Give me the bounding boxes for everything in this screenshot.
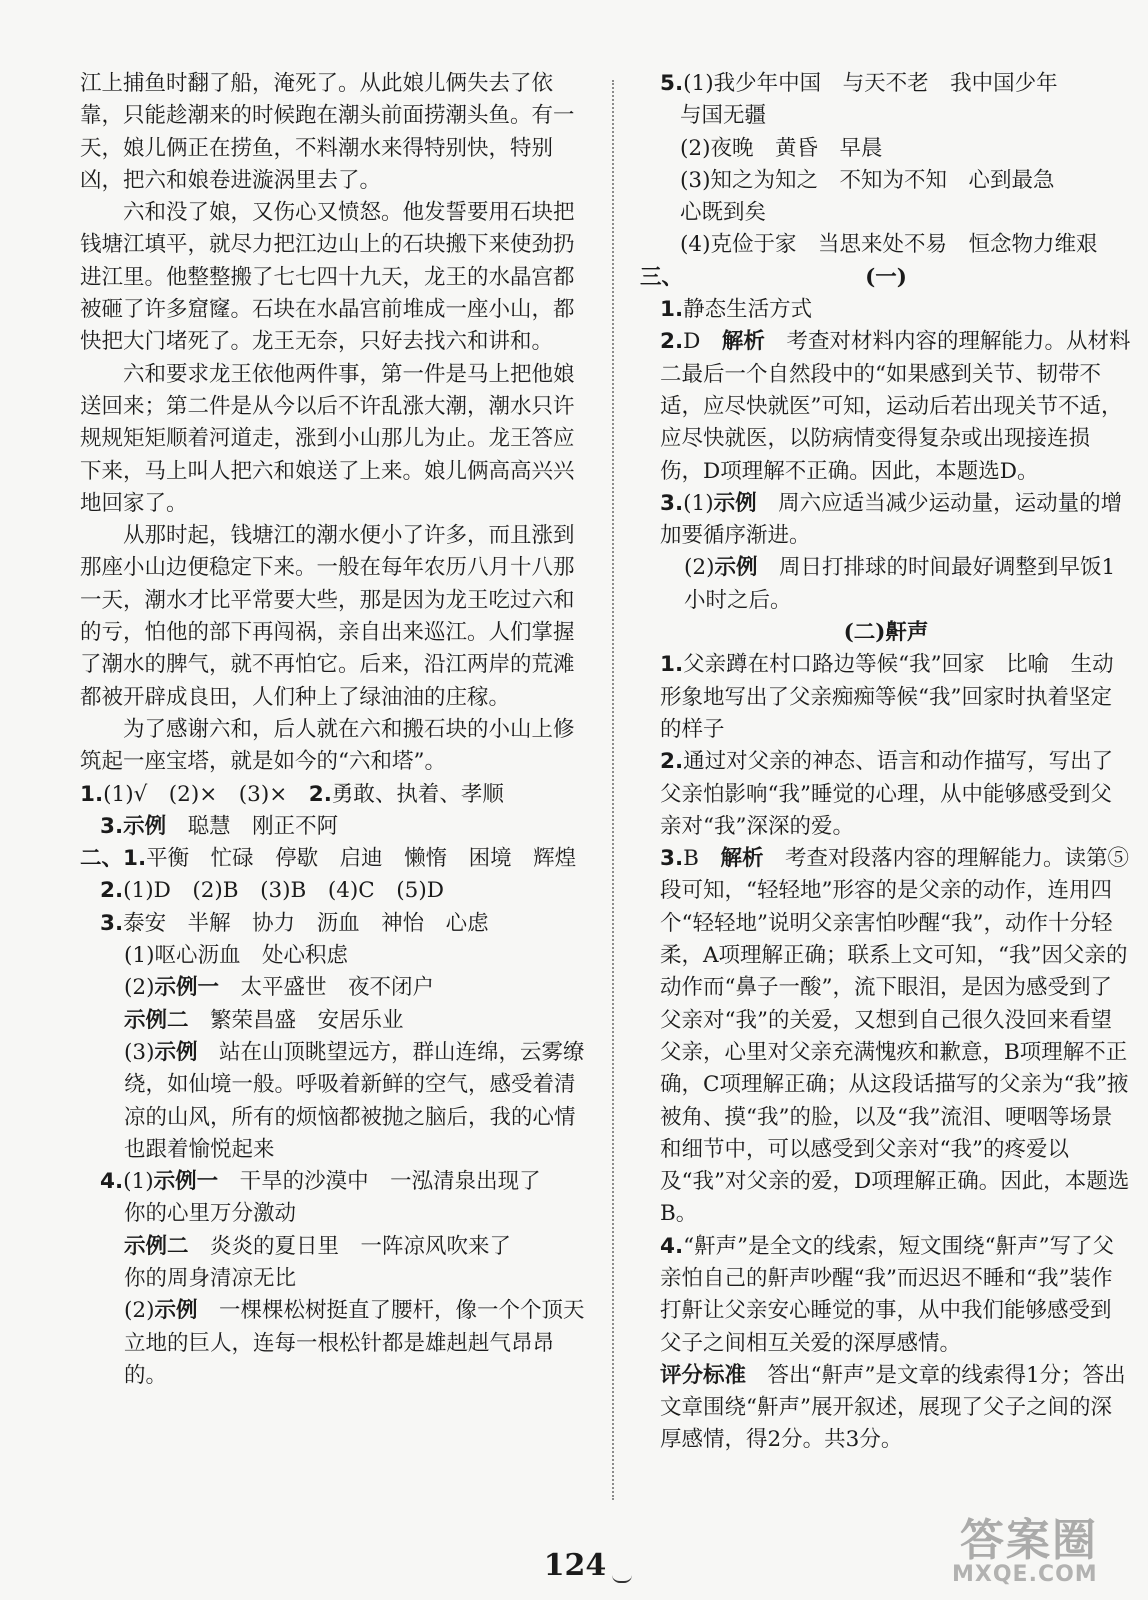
- story-paragraph: 从那时起，钱塘江的潮水便小了许多，而且涨到那座小山边便稳定下来。一般在每年农历八月十八那一天，潮水才比平常要大些，那是因为龙王吃过六和的亏，怕他的部下再闯祸，亲自出来巡江。人们掌握了潮水的脾气，就不再怕它。后来，沿江两岸的荒滩都被开辟成良田，人们种上了绿油油的庄稼。: [80, 523, 575, 710]
- section-heading-row: [640, 262, 1132, 294]
- answer-text: 站在山顶眺望远方，群山连绵，云雾缭绕，如仙境一般。呼吸着新鲜的空气，感受着清凉的山风，所有的烦恼都被抛之脑后，我的心情也跟着愉悦起来: [124, 1039, 585, 1162]
- question-number: 2.: [660, 329, 684, 355]
- answer-line: [80, 779, 588, 811]
- question-number: 1.: [80, 781, 104, 807]
- answer-line: 与国无疆: [680, 103, 767, 129]
- example-label: 示例一: [154, 975, 219, 1001]
- watermark-logo: [950, 1500, 1130, 1596]
- question-number: 3.: [100, 910, 124, 936]
- page-number-ornament: [612, 1575, 632, 1583]
- section-mark: 二、: [80, 846, 124, 872]
- grading-text: 答出“鼾声”是文章的线索得1分；答出文章围绕“鼾声”展开叙述，展现了父子之间的深厚感情，得2分。共3分。: [660, 1362, 1126, 1453]
- answer-text: “鼾声”是全文的线索，短文围绕“鼾声”写了父亲怕自己的鼾声吵醒“我”而迟迟不睡和“我”装作打鼾让父亲安心睡觉的事，从中我们能够感受到父子之间相互关爱的深厚感情。: [660, 1233, 1115, 1356]
- question-number: 3.: [660, 490, 684, 516]
- left-column: [80, 68, 588, 1392]
- sub-number: (2): [124, 1298, 155, 1324]
- answer-line: (2)夜晚 黄昏 早晨: [680, 135, 883, 161]
- question-number: 2.: [100, 878, 124, 904]
- answer-line: (1)呕心沥血 处心积虑: [124, 943, 348, 969]
- answer-text: 勇敢、执着、孝顺: [331, 781, 504, 807]
- answer-line: [80, 1166, 588, 1198]
- answer-paragraph: [640, 746, 1132, 843]
- answer-paragraph: [80, 1037, 588, 1166]
- answer-text: 父亲蹲在村口路边等候“我”回家 比喻 生动形象地写出了父亲痴痴等候“我”回家时执着坚定的样子: [660, 652, 1114, 742]
- example-label: 示例: [713, 490, 757, 516]
- answer-line: (4)克俭于家 当思来处不易 恒念物力维艰: [680, 232, 1098, 258]
- story-paragraph: 江上捕鱼时翻了船，淹死了。从此娘儿俩失去了依靠，只能趁潮来的时候跑在潮头前面捞潮头鱼。有一天，娘儿俩正在捞鱼，不料潮水来得特别快，特别凶，把六和娘卷进漩涡里去了。: [80, 71, 575, 193]
- question-number: 3.: [100, 813, 124, 839]
- answer-line: [80, 908, 588, 940]
- grading-label: 评分标准: [660, 1362, 747, 1388]
- answer-text: 考查对材料内容的理解能力。从材料二最后一个自然段中的“如果感到关节、韧带不适，应尽快就医”可知，运动后若出现关节不适，应尽快就医，以防病情变得复杂或出现接连损伤，D项理解不正确。因此，本题选D。: [660, 329, 1131, 484]
- question-number: 2.: [660, 749, 684, 775]
- grading-paragraph: [640, 1360, 1132, 1457]
- sub-number: (2): [684, 555, 715, 581]
- answer-paragraph: [640, 843, 1132, 1231]
- answer-line: [80, 811, 588, 843]
- answer-text: 平衡 忙碌 停歇 启迪 懒惰 困境 辉煌: [146, 846, 577, 872]
- answer-paragraph: [640, 649, 1132, 746]
- sub-number: (3): [124, 1039, 155, 1065]
- question-number: 4.: [100, 1169, 124, 1195]
- section-title: (一): [865, 264, 907, 290]
- story-paragraph: 六和没了娘，又伤心又愤怒。他发誓要用石块把钱塘江填平，就尽力把江边山上的石块搬下来使劲扔进江里。他整整搬了七七四十九天，龙王的水晶宫都被砸了许多窟窿。石块在水晶宫前堆成一座小山，都快把大门堵死了。龙王无奈，只好去找六和讲和。: [80, 200, 575, 355]
- answer-text: (1)√ (2)× (3)×: [103, 781, 309, 807]
- page-number: 124: [543, 1548, 607, 1583]
- watermark-title: 答案圈: [960, 1515, 1098, 1566]
- answer-line: [80, 1005, 588, 1037]
- example-label: 示例: [154, 1039, 198, 1065]
- example-label: 示例: [123, 813, 167, 839]
- right-column: [640, 68, 1132, 1457]
- answer-line: [640, 294, 1132, 326]
- answer-paragraph: [640, 552, 1132, 617]
- question-number: 1.: [660, 652, 684, 678]
- sub-number: (1): [683, 490, 714, 516]
- answer-choice: B: [683, 846, 699, 872]
- answer-text: 考查对段落内容的理解能力。读第⑤段可知，“轻轻地”形容的是父亲的动作，连用四个“轻轻地”说明父亲害怕吵醒“我”，动作十分轻柔，A项理解正确；联系上文可知，“我”因父亲的动作而“鼻子一酸”，流下眼泪，是因为感受到了父亲对“我”的关爱，又想到自己很久没回来看望父亲，心里对父亲充满愧疚和歉意，B项理解不正确，C项理解正确；从这段话描写的父亲为“我”掖被角、摸“我”的脸，以及“我”流泪、哽咽等场景和细节中，可以感受到父亲对“我”的疼爱以及“我”对父亲的爱，D项理解正确。因此，本题选B。: [660, 846, 1130, 1227]
- answer-paragraph: [640, 488, 1132, 553]
- answer-text: 静态生活方式: [683, 297, 813, 323]
- example-label: 示例: [714, 555, 758, 581]
- answer-text: 繁荣昌盛 安居乐业: [188, 1007, 404, 1033]
- example-label: 示例: [154, 1298, 198, 1324]
- column-divider: [612, 80, 614, 1500]
- example-label: 示例一: [153, 1169, 219, 1195]
- answer-line: 心既到矣: [680, 200, 767, 226]
- answer-line: 你的心里万分激动: [124, 1201, 297, 1227]
- answer-text: (1)我少年中国 与天不老 我中国少年: [683, 71, 1058, 96]
- answer-text: 泰安 半解 协力 沥血 神怡 心虑: [123, 910, 489, 936]
- answer-paragraph: [640, 1231, 1132, 1360]
- answer-line: [80, 843, 588, 875]
- question-number: 4.: [660, 1233, 684, 1259]
- answer-line: 你的周身清凉无比: [124, 1265, 297, 1291]
- story-paragraph: 六和要求龙王依他两件事，第一件是马上把他娘送回来；第二件是从今以后不许乱涨大潮，潮水只许规规矩矩顺着河道走，涨到小山那儿为止。龙王答应下来，马上叫人把六和娘送了上来。娘儿俩高高兴兴地回家了。: [80, 361, 575, 516]
- answer-paragraph: [80, 1295, 588, 1392]
- answer-text: 通过对父亲的神态、语言和动作描写，写出了父亲怕影响“我”睡觉的心理，从中能够感受到父亲对“我”深深的爱。: [660, 749, 1114, 839]
- answer-line: (3)知之为知之 不知为不知 心到最急: [680, 167, 1055, 193]
- analysis-label: 解析: [720, 846, 764, 872]
- question-number: 1.: [123, 846, 147, 872]
- answer-line: [80, 1231, 588, 1263]
- answer-line: [80, 875, 588, 907]
- answer-text: 一棵棵松树挺直了腰杆，像一个个顶天立地的巨人，连每一根松针都是雄赳赳气昂昂的。: [124, 1298, 585, 1388]
- question-number: 5.: [660, 71, 684, 96]
- analysis-label: 解析: [721, 329, 765, 355]
- answer-line: [640, 68, 1132, 100]
- watermark-url: MXQE.COM: [952, 1562, 1098, 1587]
- answer-choice: D: [683, 329, 701, 355]
- sub-number: (2): [124, 975, 155, 1001]
- example-label: 示例二: [124, 1233, 189, 1259]
- answer-paragraph: [640, 326, 1132, 487]
- question-number: 3.: [660, 846, 684, 872]
- question-number: 2.: [308, 781, 332, 807]
- answer-text: 太平盛世 夜不闭户: [218, 975, 434, 1001]
- answer-text: 聪慧 刚正不阿: [166, 813, 339, 839]
- answer-text: 周六应适当减少运动量，运动量的增加要循序渐进。: [660, 490, 1123, 549]
- section-mark: 三、: [640, 264, 684, 290]
- question-number: 1.: [660, 297, 684, 323]
- story-paragraph: 为了感谢六和，后人就在六和搬石块的小山上修筑起一座宝塔，就是如今的“六和塔”。: [80, 716, 575, 775]
- answer-text: 干旱的沙漠中 一泓清泉出现了: [218, 1169, 541, 1195]
- sub-number: (1): [123, 1169, 154, 1195]
- answer-line: [80, 972, 588, 1004]
- answer-text: 周日打排球的时间最好调整到早饭1小时之后。: [684, 555, 1116, 613]
- section-title: (二)鼾声: [843, 620, 929, 646]
- answer-text: (1)D (2)B (3)B (4)C (5)D: [123, 878, 444, 904]
- example-label: 示例二: [124, 1007, 189, 1033]
- answer-text: 炎炎的夏日里 一阵凉风吹来了: [188, 1233, 512, 1259]
